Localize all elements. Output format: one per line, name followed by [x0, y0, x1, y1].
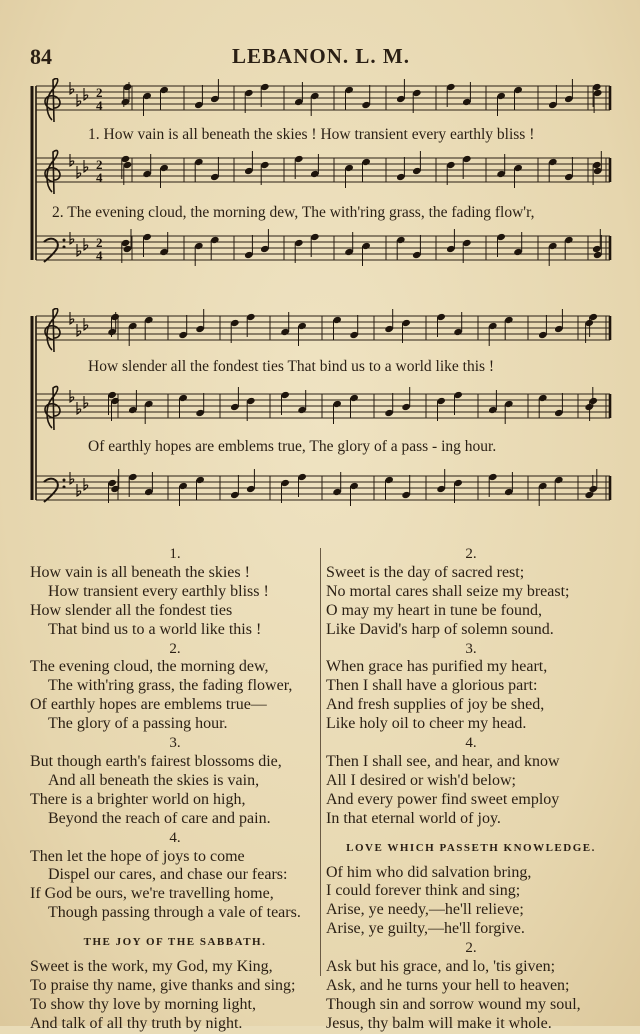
verse-line: Ask, and he turns your hell to heaven; [326, 976, 570, 994]
verse-line: Sweet is the day of sacred rest; [326, 563, 525, 581]
lyric-line-verse-2b: Of earthly hopes are emblems true, The glory of a pass - ing hour. [88, 438, 497, 455]
verse-line: Ask but his grace, and lo, 'tis given; [326, 958, 556, 976]
treble-clef-icon [45, 150, 60, 194]
verse-line: Then I shall have a glorious part: [326, 677, 538, 695]
page-header [30, 44, 612, 70]
music-system-1 [26, 78, 614, 278]
hymn-title: LEBANON. L. M. [232, 44, 410, 68]
left-verse-column [30, 545, 320, 1034]
verse-line: When grace has purified my heart, [326, 658, 548, 676]
svg-text:4: 4 [96, 170, 103, 185]
verse-line: And talk of all thy truth by night. [30, 1014, 243, 1032]
verse-line: Of earthly hopes are emblems true— [30, 696, 267, 714]
column-divider [320, 548, 321, 976]
verse-line: To praise thy name, give thanks and sing; [30, 976, 296, 994]
svg-text:2: 2 [96, 235, 103, 250]
verse-line: Jesus, thy balm will make it whole. [326, 1014, 552, 1032]
verse-line: How transient every earthly bliss ! [48, 582, 269, 600]
page-number: 84 [30, 44, 52, 69]
score-staves-1 [26, 78, 614, 278]
verse-line: O may my heart in tune be found, [326, 601, 542, 619]
verse-number: 2. [169, 640, 181, 657]
verse-line: To show thy love by morning light, [30, 995, 256, 1013]
verse-line: How vain is all beneath the skies ! [30, 563, 250, 581]
verse-number: 2. [465, 546, 477, 562]
svg-text:2: 2 [96, 85, 103, 100]
lyric-line-verse-2a: 2. The evening cloud, the morning dew, The with'ring grass, the fading flow'r, [52, 204, 535, 221]
verse-line: The evening cloud, the morning dew, [30, 658, 269, 676]
staff [36, 229, 610, 266]
verse-line: The glory of a passing hour. [48, 715, 228, 733]
verse-number: 1. [169, 546, 181, 562]
verse-line: But though earth's fairest blossoms die, [30, 752, 282, 770]
treble-clef-icon [45, 78, 60, 122]
verse-line: Though passing through a vale of tears. [48, 904, 301, 922]
staff [36, 150, 610, 194]
staff [36, 78, 610, 122]
hymn-heading: THE JOY OF THE SABBATH. [83, 936, 267, 949]
verse-line: No mortal cares shall seize my breast; [326, 582, 570, 600]
lyric-line-verse-1b: How slender all the fondest ties That bind us to a world like this ! [88, 358, 495, 375]
music-system-2 [26, 308, 614, 520]
treble-clef-icon [45, 386, 60, 430]
verse-number: 3. [169, 735, 181, 752]
svg-text:4: 4 [96, 98, 103, 113]
verse-line: And every power find sweet employ [326, 790, 560, 808]
staff [36, 469, 610, 506]
svg-text:2: 2 [96, 157, 103, 172]
verse-line: And fresh supplies of joy be shed, [326, 696, 545, 714]
verse-number: 4. [169, 829, 181, 846]
verse-line: Like David's harp of solemn sound. [326, 620, 554, 638]
lyric-line-verse-1a: 1. How vain is all beneath the skies ! How transient every earthly bliss ! [88, 126, 535, 143]
verse-line: There is a brighter world on high, [30, 790, 246, 808]
staff [36, 386, 610, 430]
right-verse-column [326, 545, 616, 1034]
verse-number: 2. [465, 940, 477, 957]
verse-number: 3. [465, 640, 477, 657]
verse-line: Then let the hope of joys to come [30, 847, 245, 865]
verse-line: The with'ring grass, the fading flower, [48, 677, 293, 695]
verse-line: Though sin and sorrow wound my soul, [326, 995, 581, 1013]
verse-line: How slender all the fondest ties [30, 601, 233, 619]
svg-text:4: 4 [96, 248, 103, 263]
verse-line: Dispel our cares, and chase our fears: [48, 866, 288, 884]
hymn-heading: LOVE WHICH PASSETH KNOWLEDGE. [346, 841, 596, 854]
verse-line: I could forever think and sing; [326, 882, 521, 900]
verse-line: In that eternal world of joy. [326, 809, 501, 827]
verse-line: Beyond the reach of care and pain. [48, 809, 271, 827]
verse-line: Sweet is the work, my God, my King, [30, 958, 273, 976]
verse-line: Of him who did salvation bring, [326, 863, 532, 881]
verse-line: If God be ours, we're travelling home, [30, 885, 274, 903]
staff [36, 308, 610, 352]
verse-line: And all beneath the skies is vain, [48, 771, 260, 789]
verse-line: That bind us to a world like this ! [48, 620, 262, 638]
verse-line: Then I shall see, and hear, and know [326, 752, 560, 770]
verse-line: Like holy oil to cheer my head. [326, 715, 527, 733]
verse-line: All I desired or wish'd below; [326, 771, 516, 789]
verse-line: Arise, ye guilty,—he'll forgive. [326, 920, 525, 938]
verse-number: 4. [465, 735, 477, 752]
verse-line: Arise, ye needy,—he'll relieve; [326, 901, 524, 919]
treble-clef-icon [45, 308, 60, 352]
score-staves-2 [26, 308, 614, 520]
